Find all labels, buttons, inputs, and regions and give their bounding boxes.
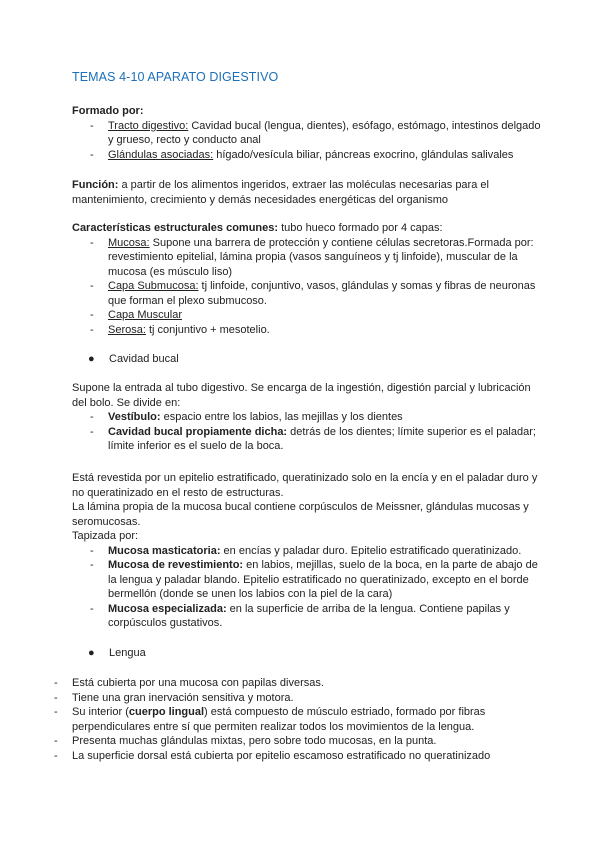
bullet-dot-icon: ● [88, 647, 95, 659]
list-item: - Está cubierta por una mucosa con papilas diversas. [54, 676, 504, 691]
list-item: - Glándulas asociadas: hígado/vesícula biliar, páncreas exocrino, glándulas salivales [72, 148, 542, 163]
lengua-list [54, 676, 504, 763]
list-item: - Vestíbulo: espacio entre los labios, las mejillas y los dientes [72, 410, 542, 425]
cavidad-intro: Supone la entrada al tubo digestivo. Se encarga de la ingestión, digestión parcial y lubricación del bolo. Se divide en: [72, 382, 531, 409]
section-formado [72, 104, 542, 162]
list-item: - Tiene una gran inervación sensitiva y motora. [54, 691, 504, 706]
list-item: - Mucosa especializada: en la superficie de arriba de la lengua. Contiene papilas y corpúsculos gustativos. [72, 602, 542, 631]
list-item: - La superficie dorsal está cubierta por epitelio escamoso estratificado no queratinizado [54, 749, 504, 764]
bullet-dot-icon: ● [88, 353, 95, 365]
list-item: - Mucosa: Supone una barrera de protección y contiene células secretoras.Formada por: revestimiento epitelial, lámina propia (vasos sanguíneos y tj linfoide), muscular de la mucosa (es músculo liso) [72, 236, 542, 280]
document-page: TEMAS 4-10 APARATO DIGESTIVO Formado por: - Tracto digestivo: Cavidad bucal (lengua, dientes), esófago, estómago, intestinos delgado y grueso, recto y conducto anal - Glándulas asociadas: hígado/vesícula biliar, páncreas exocrino, glándulas salivales Función: a partir de los alimentos ingeridos, extraer las moléculas necesarias para el mantenimiento, crecimiento y demás necesidades energéticas del organismo Características estructurales comunes: tubo hueco formado por 4 capas: - Mucosa: Supone una barrera de protección y contiene células secretoras.Formada por: revestimiento epitelial, lámina propia (vasos sanguíneos y tj linfoide), muscular de la mucosa (es músculo liso) - Capa Submucosa: tj linfoide, conjuntivo, vasos, glándulas y somas y fibras de neuronas que forman el plexo submucoso. - Capa Muscular - Serosa: tj conjuntivo + mesotelio. ● Cavidad bucal Supone la entrada al tubo digestivo. Se encarga de la ingestión, digestión parcial y lubricación del bolo. Se divide en: - Vestíbulo: espacio entre los labios, las mejillas y los dientes - Cavidad bucal propiamente dicha: detrás de los dientes; límite superior es el paladar; límite inferior es el suelo de la boca. Está revestida por un epitelio estratificado, queratinizado solo en la encía y en el paladar duro y no queratinizado en el resto de estructuras. La lámina propia de la mucosa bucal contiene corpúsculos de Meissner, glándulas mucosas y seromucosas. Tapizada por: - Mucosa masticatoria: en encías y paladar duro. Epitelio estratificado queratinizado. - Mucosa de revestimiento: en labios, mejillas, suelo de la boca, en la parte de abajo de la lengua y paladar blando. Epitelio estratificado no queratinizado, excepto en el borde bermellón (donde se unen los labios con la piel de la cara) - Mucosa especializada: en la superficie de arriba de la lengua. Contiene papilas y corpúsculos gustativos. ● Lengua - Está cubierta por una mucosa con papilas diversas. - Tiene una gran inervación sensitiva y motora. - Su interior (cuerpo lingual) está compuesto de músculo estriado, formado por fibras perpendiculares entre sí que permiten realizar todos los movimientos de la lengua. - Presenta muchas glándulas mixtas, pero sobre todo mucosas, en la punta. - La superficie dorsal está cubierta por epitelio escamoso estratificado no queratinizado [0, 0, 600, 848]
list-item: - Serosa: tj conjuntivo + mesotelio. [72, 323, 542, 338]
funcion-paragraph: Función: a partir de los alimentos ingeridos, extraer las moléculas necesarias para el mantenimiento, crecimiento y demás necesidades energéticas del organismo [72, 179, 489, 206]
section-revestimiento [72, 471, 542, 631]
document-title: TEMAS 4-10 APARATO DIGESTIVO [72, 70, 279, 84]
caracteristicas-heading: Características estructurales comunes: tubo hueco formado por 4 capas: [72, 222, 443, 234]
cavidad-para2: La lámina propia de la mucosa bucal contiene corpúsculos de Meissner, glándulas mucosas y seromucosas. [72, 501, 529, 528]
list-item: - Su interior (cuerpo lingual) está compuesto de músculo estriado, formado por fibras perpendiculares entre sí que permiten realizar todos los movimientos de la lengua. [54, 705, 504, 734]
section-cavidad [72, 381, 542, 454]
tapizada-label: Tapizada por: [72, 530, 139, 542]
section-funcion [72, 178, 542, 207]
list-item: - Capa Muscular [72, 308, 542, 323]
list-item: - Presenta muchas glándulas mixtas, pero sobre todo mucosas, en la punta. [54, 734, 504, 749]
section-caracteristicas [72, 221, 542, 337]
list-item: - Tracto digestivo: Cavidad bucal (lengua, dientes), esófago, estómago, intestinos delgado y grueso, recto y conducto anal [72, 119, 542, 148]
formado-heading: Formado por: [72, 105, 144, 117]
list-item: - Mucosa masticatoria: en encías y paladar duro. Epitelio estratificado queratinizado. [72, 544, 542, 559]
list-item: - Mucosa de revestimiento: en labios, mejillas, suelo de la boca, en la parte de abajo de la lengua y paladar blando. Epitelio estratificado no queratinizado, excepto en el borde bermellón (donde se unen los labios con la piel de la cara) [72, 558, 542, 602]
cavidad-para1: Está revestida por un epitelio estratificado, queratinizado solo en la encía y en el paladar duro y no queratinizado en el resto de estructuras. [72, 472, 538, 499]
list-item: - Cavidad bucal propiamente dicha: detrás de los dientes; límite superior es el paladar; límite inferior es el suelo de la boca. [72, 425, 542, 454]
list-item: - Capa Submucosa: tj linfoide, conjuntivo, vasos, glándulas y somas y fibras de neuronas que forman el plexo submucoso. [72, 279, 542, 308]
